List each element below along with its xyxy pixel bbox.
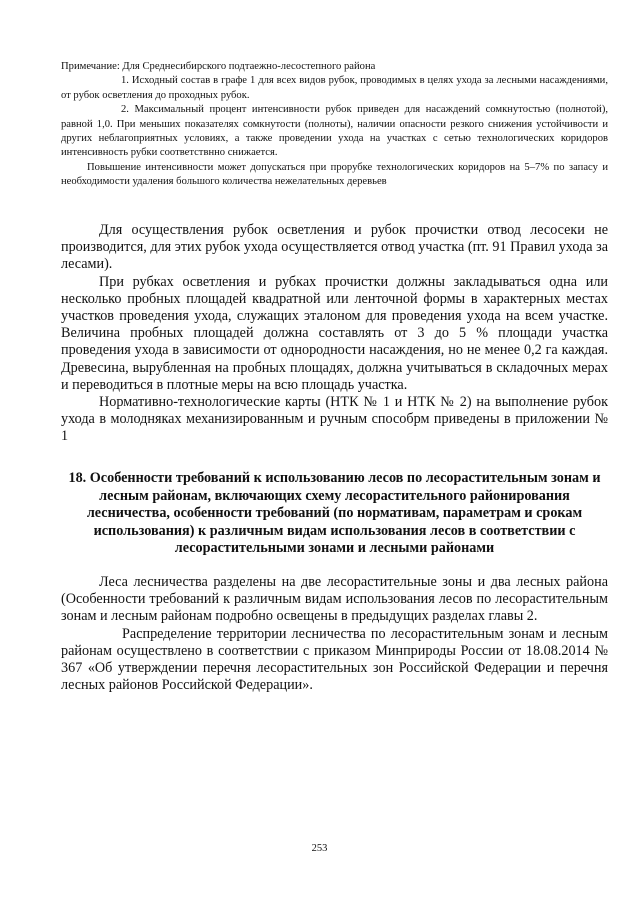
section-heading: 18. Особенности требований к использованию лесов по лесорастительным зонам и лесным районам, включающих схему лесорастительного районирования лесничества, особенности требований (по нормативам, параметрам и срокам использования) к различным видам использования лесов в соответствии с лесорастительными зонами и лесными районами bbox=[68, 470, 601, 557]
paragraph-zoning-order: Распределение территории лесничества по лесорастительным зонам и лесным районам осуществлено в соответствии с приказом Минприроды России от 18.08.2014 № 367 «Об утверждении перечня лесорастительных зон Российской Федерации и перечня лесных районов Российской Федерации». bbox=[61, 625, 608, 694]
footnote-item-1: 1. Исходный состав в графе 1 для всех видов рубок, проводимых в целях ухода за лесными насаждениями, от рубок осветления до проходных рубок. bbox=[61, 75, 608, 101]
paragraph-sample-plots: При рубках осветления и рубках прочистки должны закладываться одна или несколько пробных площадей квадратной или ленточной формы в характерных местах участков проведения ухода, служащих эталоном для проведения ухода на всем участке. Величина пробных площадей должна составлять от 3 до 5 % площади участка проведения ухода в зависимости от однородности насаждения, но не менее 0,2 га каждая. Древесина, вырубленная на пробных площадях, должна учитываться в складочных мерах и переводиться в плотные меры на всю площадь участка. bbox=[61, 273, 608, 393]
paragraph-clearing-allotment: Для осуществления рубок осветления и рубок прочистки отвод лесосеки не производится, для этих рубок ухода осуществляется отвод участка (пт. 91 Правил ухода за лесами). bbox=[61, 222, 608, 273]
footnote-item-3: Повышение интенсивности может допускаться при прорубке технологических коридоров на 5–7% по запасу и необходимости удаления большого количества нежелательных деревьев bbox=[61, 161, 608, 188]
paragraph-forest-zones: Леса лесничества разделены на две лесорастительные зоны и два лесных района (Особенности требований к различным видам использования лесов по лесорастительным зонам и лесным районам подробно освещены в предыдущих разделах главы 2. bbox=[61, 574, 608, 625]
main-text-block bbox=[61, 222, 608, 446]
table-footnote bbox=[61, 60, 608, 190]
footnote-title: Примечание: Для Среднесибирского подтаежно-лесостепного района bbox=[61, 61, 376, 72]
footnote-item-2: 2. Максимальный процент интенсивности рубок приведен для насаждений сомкнутостью (полнотой), равной 1,0. При меньших показателях сомкнутости (полноты), наличии опасности резкого снижения устойчивости и других неблагоприятных условиях, а также проведении ухода на участках с сетью технологических коридоров интенсивность рубки соответствнно снижается. bbox=[61, 104, 608, 159]
paragraph-technology-maps: Нормативно-технологические карты (НТК № 1 и НТК № 2) на выполнение рубок ухода в молодняках механизированным и ручным способрм приведены в приложении № 1 bbox=[61, 394, 608, 445]
page-number: 253 bbox=[311, 843, 328, 854]
section-text-block bbox=[61, 574, 608, 694]
